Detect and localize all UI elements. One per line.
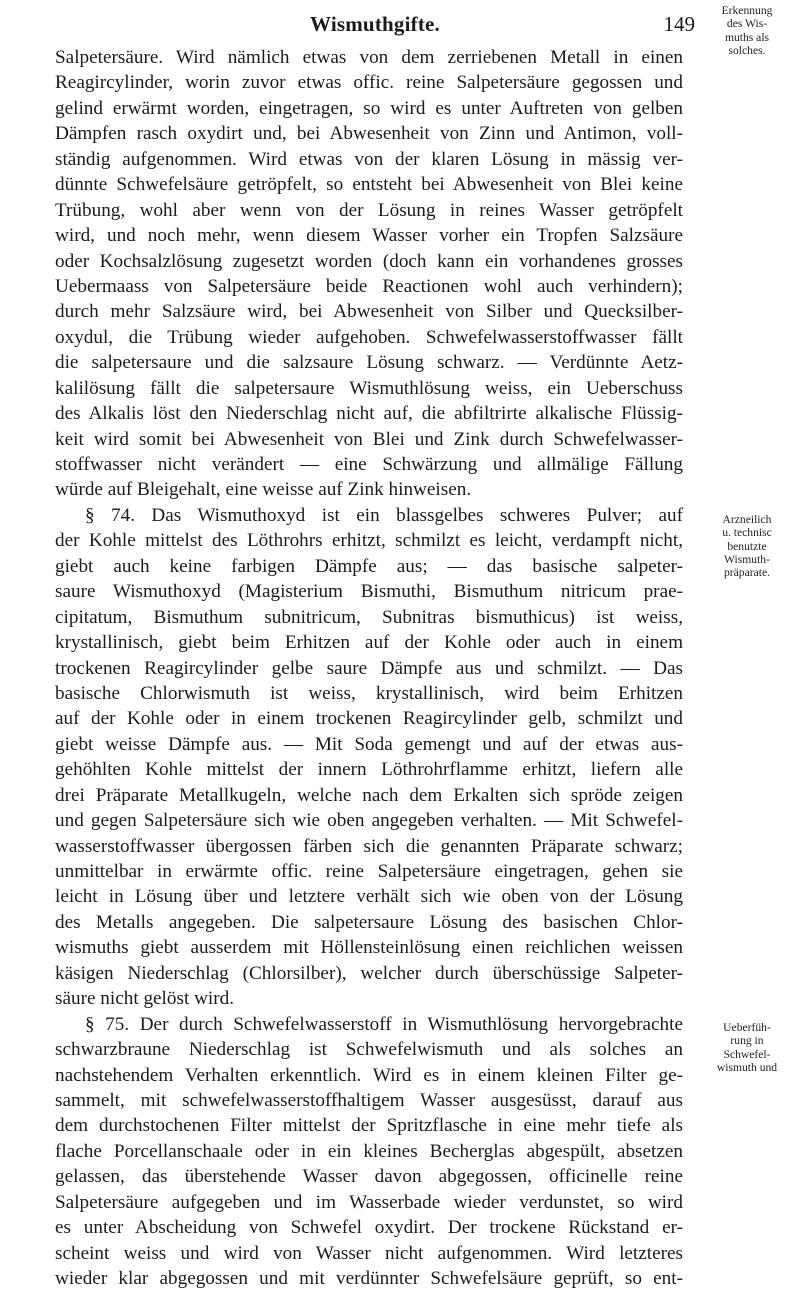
- text-line: durch mehr Salzsäure wird, bei Abwesenheit von Silber und Quecksilber-: [55, 301, 683, 323]
- text-line: Uebermaass von Salpetersäure beide Reactionen wohl auch verhindern);: [55, 275, 683, 297]
- margin-note-line: u. technisc: [722, 526, 772, 540]
- running-header: [55, 12, 695, 42]
- margin-note-line: muths als: [724, 30, 770, 44]
- text-line: keit wird somit bei Abwesenheit von Blei und Zink durch Schwefelwasser-: [55, 428, 683, 450]
- text-line: und gegen Salpetersäure sich wie oben angegeben verhalten. — Mit Schwefel-: [55, 810, 683, 832]
- text-line: wismuths giebt ausserdem mit Höllensteinlösung einen reichlichen weissen: [55, 937, 683, 959]
- text-line: § 75. Der durch Schwefelwasserstoff in Wismuthlösung hervorgebrachte: [85, 1013, 683, 1035]
- text-line: auf der Kohle oder in einem trockenen Reagircylinder gelb, schmilzt und: [55, 708, 683, 730]
- margin-note-line: rung in: [730, 1034, 764, 1048]
- text-line: Salpetersäure aufgegeben und im Wasserbade wieder verdunstet, so wird: [55, 1191, 683, 1213]
- margin-note-line: Arzneilich: [722, 513, 772, 526]
- text-line: basische Chlorwismuth ist weiss, krystallinisch, wird beim Erhitzen: [55, 682, 683, 704]
- text-line: § 74. Das Wismuthoxyd ist ein blassgelbes schweres Pulver; auf: [85, 504, 683, 526]
- text-line: scheint weiss und wird von Wasser nicht aufgenommen. Wird letzteres: [55, 1242, 683, 1264]
- text-line: dem durchstochenen Filter mittelst der Spritzflasche in eine mehr tiefe als: [55, 1115, 683, 1137]
- text-line: Salpetersäure. Wird nämlich etwas von dem zerriebenen Metall in einen: [55, 47, 683, 68]
- text-line: gehöhlten Kohle mittelst der innern Löthrohrflamme erhitzt, liefern alle: [55, 759, 683, 781]
- text-line: des Alkalis löst den Niederschlag nicht auf, die abfiltrirte alkalische Flüssig-: [55, 403, 683, 425]
- margin-note-line: benutzte: [727, 539, 767, 553]
- text-line: Dämpfen rasch oxydirt und, bei Abwesenheit von Zinn und Antimon, voll-: [55, 123, 683, 145]
- text-line: wasserstoffwasser übergossen färben sich die genannten Präparate schwarz;: [55, 835, 683, 857]
- text-line: giebt weisse Dämpfe aus. — Mit Soda gemengt und auf der etwas aus-: [55, 733, 683, 755]
- text-line: Trübung, wohl aber wenn von der Lösung in reines Wasser getröpfelt: [55, 199, 683, 221]
- text-line: des Metalls angegeben. Die salpetersaure Lösung des basischen Chlor-: [55, 911, 683, 933]
- text-line: schwarzbraune Niederschlag ist Schwefelwismuth und als solches an: [55, 1039, 683, 1061]
- text-line: saure Wismuthoxyd (Magisterium Bismuthi, Bismuthum nitricum prae-: [55, 581, 683, 603]
- text-line: kalilösung fällt die salpetersaure Wismuthlösung weiss, ein Ueberschuss: [55, 377, 683, 399]
- text-line: wieder klar abgegossen und mit verdünnter Schwefelsäure geprüft, so ent-: [55, 1268, 683, 1289]
- margin-note-line: solches.: [728, 43, 766, 57]
- margin-note-line: wismuth und: [716, 1060, 778, 1074]
- text-line: giebt auch keine farbigen Dämpfe aus; — das basische salpeter-: [55, 555, 683, 577]
- text-line: wird, und noch mehr, wenn diesem Wasser vorher ein Tropfen Salzsäure: [55, 225, 683, 247]
- text-line: würde auf Bleigehalt, eine weisse auf Zink hinweisen.: [55, 479, 472, 501]
- text-line: der Kohle mittelst des Löthrohrs erhitzt, schmilzt es leicht, verdampft nicht,: [55, 530, 683, 552]
- margin-note-praeparate: [697, 513, 797, 579]
- text-line: oder Kochsalzlösung zugesetzt worden (doch kann ein vorhandenes grosses: [55, 250, 683, 272]
- text-line: gelassen, das überstehende Wasser davon abgegossen, officinelle reine: [55, 1166, 683, 1188]
- page-number: 149: [663, 12, 695, 36]
- margin-note-line: Ueberfüh-: [723, 1021, 771, 1034]
- text-line: krystallinisch, giebt beim Erhitzen auf der Kohle oder auch in einem: [55, 632, 683, 654]
- text-line: cipitatum, Bismuthum subnitricum, Subnitras bismuthicus) ist weiss,: [55, 606, 683, 628]
- text-line: säure nicht gelöst wird.: [55, 988, 235, 1010]
- margin-note-line: Schwefel-: [723, 1047, 771, 1061]
- text-line: Reagircylinder, worin zuvor etwas offic. reine Salpetersäure gegossen und: [55, 72, 683, 94]
- margin-note-line: Wismuth-: [724, 552, 770, 566]
- margin-note-line: präparate.: [723, 566, 771, 580]
- text-line: flache Porcellanschaale oder in ein kleines Becherglas abgespült, absetzen: [55, 1140, 683, 1162]
- margin-note-line: Erkennung: [721, 4, 773, 17]
- text-line: leicht in Lösung über und letztere verhält sich wie oben von der Lösung: [55, 886, 683, 908]
- text-line: nachstehendem Verhalten erkenntlich. Wird es in einem kleinen Filter ge-: [55, 1064, 683, 1086]
- text-line: gelind erwärmt worden, eingetragen, so wird es unter Auftreten von gelben: [55, 97, 683, 119]
- margin-note-schwefelwismuth: [697, 1021, 797, 1074]
- text-line: oxydul, die Trübung wieder aufgehoben. Schwefelwasserstoffwasser fällt: [55, 326, 683, 348]
- main-text-block: [55, 45, 683, 1291]
- margin-note-erkennung: [697, 4, 797, 57]
- text-line: unmittelbar in erwärmte offic. reine Salpetersäure eingetragen, gehen sie: [55, 861, 683, 882]
- text-line: es unter Abscheidung von Schwefel oxydirt. Der trockene Rückstand er-: [55, 1217, 683, 1239]
- text-line: die salpetersaure und die salzsaure Lösung schwarz. — Verdünnte Aetz-: [55, 352, 683, 374]
- text-line: drei Präparate Metallkugeln, welche nach dem Erkalten sich spröde zeigen: [55, 784, 683, 806]
- text-line: trockenen Reagircylinder gelbe saure Dämpfe aus und schmilzt. — Das: [55, 657, 683, 679]
- running-title: Wismuthgifte.: [310, 12, 440, 36]
- text-line: stoffwasser nicht verändert — eine Schwärzung und allmälige Fällung: [55, 454, 683, 475]
- text-line: käsigen Niederschlag (Chlorsilber), welcher durch überschüssige Salpeter-: [55, 962, 683, 984]
- text-line: dünnte Schwefelsäure getröpfelt, so entsteht bei Abwesenheit von Blei keine: [55, 174, 683, 196]
- margin-note-line: des Wis-: [726, 17, 768, 31]
- text-line: ständig aufgenommen. Wird etwas von der klaren Lösung in mässig ver-: [55, 148, 683, 170]
- text-line: sammelt, mit schwefelwasserstoffhaltigem Wasser ausgesüsst, darauf aus: [55, 1089, 683, 1111]
